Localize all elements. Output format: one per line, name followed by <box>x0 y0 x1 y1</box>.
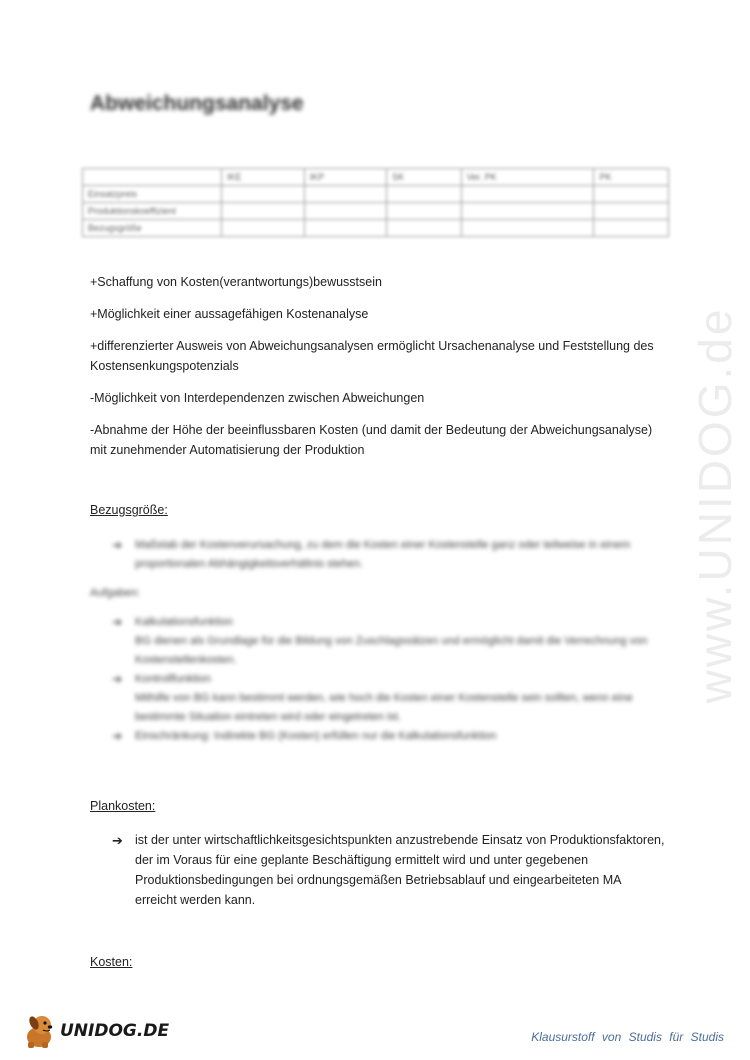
aufgabe-text: Mithilfe von BG kann bestimmt werden, wie hoch die Kosten einer Kostenstelle sein sollten, wenn eine bestimmte Situation eintreten wird oder eingetreten ist. <box>135 692 633 723</box>
table-row <box>83 186 669 203</box>
watermark: www.UNIDOG.de <box>689 306 741 704</box>
table-cell <box>304 186 387 203</box>
table-header-cell: IKE <box>222 169 305 186</box>
table-row <box>83 203 669 220</box>
definition-item <box>90 536 670 574</box>
list-item: +Schaffung von Kosten(verantwortungs)bewusstsein <box>90 275 382 289</box>
aufgabe-item <box>90 613 670 632</box>
aufgabe-title: Kontrollfunktion <box>135 673 211 685</box>
table-cell <box>461 220 594 237</box>
table-cell <box>387 203 462 220</box>
list-item: +differenzierter Ausweis von Abweichungsanalysen ermöglicht Ursachenanalyse und Feststellung des Kostensenkungspotenzials <box>90 339 654 373</box>
page-title: Abweichungsanalyse <box>90 92 304 115</box>
table-header-cell: Ver. PK <box>461 169 594 186</box>
footer-slogan: Klausurstoff von Studis für Studis <box>531 1030 724 1044</box>
table-cell <box>222 220 305 237</box>
section-heading-bezugsgroesse: Bezugsgröße: <box>90 503 168 517</box>
table-header-cell <box>83 169 222 186</box>
list-item: -Möglichkeit von Interdependenzen zwischen Abweichungen <box>90 391 425 405</box>
table-cell <box>387 186 462 203</box>
arrow-right-icon: ➔ <box>112 833 123 848</box>
unidog-logo <box>22 1012 169 1050</box>
pros-cons-list <box>90 272 665 472</box>
table-cell <box>594 203 669 220</box>
table-row-label: Einsatzpreis <box>83 186 222 203</box>
arrow-right-icon: ➔ <box>112 672 123 686</box>
arrow-right-icon: ➔ <box>112 615 123 629</box>
aufgabe-item <box>90 727 670 746</box>
plankosten-item <box>90 830 665 910</box>
aufgaben-label: Aufgaben: <box>90 587 141 599</box>
arrow-right-icon: ➔ <box>112 729 123 743</box>
dog-logo-icon <box>22 1012 58 1050</box>
deviation-table <box>82 168 669 237</box>
definition-text: Maßstab der Kostenverursachung, zu dem die Kosten einer Kostenstelle ganz oder teilweise in einem proportionalen Abhängigkeitsverhältnis stehen. <box>135 539 631 570</box>
aufgabe-title: Kalkulationsfunktion <box>135 616 233 628</box>
table-cell <box>594 186 669 203</box>
table-header-cell: PK <box>594 169 669 186</box>
table-row-label: Bezugsgröße <box>83 220 222 237</box>
table-row-label: Produktionskoeffizient <box>83 203 222 220</box>
aufgabe-text: BG dienen als Grundlage für die Bildung von Zuschlagssätzen und ermöglicht damit die Verrechnung von Kostenstellenkosten. <box>135 635 648 666</box>
plankosten-text: ist der unter wirtschaftlichkeitsgesichtspunkten anzustrebende Einsatz von Produktionsfaktoren, der im Voraus für eine geplante Beschäftigung ermittelt wird und unter gegebenen Produktionsbedingungen bei ordnungsgemäßen Betriebsablauf und eingearbeiteten MA erreicht werden kann. <box>135 833 665 907</box>
table-header-cell: IKP <box>304 169 387 186</box>
list-item: -Abnahme der Höhe der beeinflussbaren Kosten (und damit der Bedeutung der Abweichungsanalyse) mit zunehmender Automatisierung der Produktion <box>90 423 653 457</box>
table-cell <box>387 220 462 237</box>
table-cell <box>222 203 305 220</box>
list-item: +Möglichkeit einer aussagefähigen Kostenanalyse <box>90 307 369 321</box>
table-cell <box>304 220 387 237</box>
table-cell <box>594 220 669 237</box>
table-header-cell: SK <box>387 169 462 186</box>
aufgabe-title: Einschränkung: Indirekte BG (Kosten) erfüllen nur die Kalkulationsfunktion <box>135 730 497 742</box>
section-heading-kosten: Kosten: <box>90 955 133 969</box>
table-cell <box>461 203 594 220</box>
table-cell <box>222 186 305 203</box>
table-cell <box>461 186 594 203</box>
table-cell <box>304 203 387 220</box>
table-header-row <box>83 169 669 186</box>
section-heading-plankosten: Plankosten: <box>90 799 156 813</box>
arrow-right-icon: ➔ <box>112 538 123 552</box>
aufgabe-item <box>90 670 670 689</box>
bezugsgroesse-content <box>90 536 670 746</box>
logo-text: UNIDOG.DE <box>60 1021 170 1041</box>
table-row <box>83 220 669 237</box>
